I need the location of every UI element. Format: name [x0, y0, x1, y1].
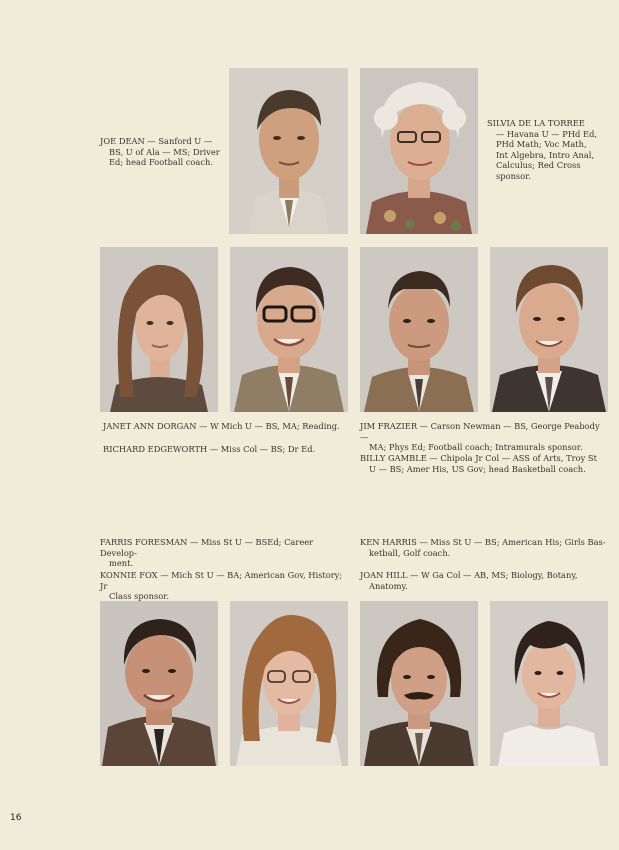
portrait-man-3 — [360, 247, 478, 412]
photo-janet — [100, 247, 218, 412]
portrait-man-6 — [360, 601, 478, 766]
caption-richard: RICHARD EDGEWORTH — Miss Col — BS; Dr Ed. — [103, 444, 316, 454]
photo-farris — [100, 601, 218, 766]
caption-billy: BILLY GAMBLE — Chipola Jr Col — ASS of Arts, Troy St U — BS; Amer His, US Gov; head Basketball coach. — [360, 453, 597, 474]
photo-joe-dean — [229, 68, 348, 234]
caption-joe-dean: JOE DEAN — Sanford U — BS, U of Ala — MS; Driver Ed; head Football coach. — [100, 136, 220, 168]
portrait-woman-3 — [230, 601, 348, 766]
photo-jim — [360, 247, 478, 412]
portrait-man-4 — [490, 247, 608, 412]
caption-silvia: SILVIA DE LA TORREE — Havana U — PHd Ed, PHd Math; Voc Math, Int Algebra, Intro Anal, Calculus; Red Cross sponsor. — [487, 118, 598, 181]
photo-konnie — [230, 601, 348, 766]
portrait-woman-4 — [490, 601, 608, 766]
caption-janet: JANET ANN DORGAN — W Mich U — BS, MA; Reading. — [103, 421, 340, 431]
portrait-man-2 — [230, 247, 348, 412]
photo-ken — [360, 601, 478, 766]
caption-joan: JOAN HILL — W Ga Col — AB, MS; Biology, Botany, Anatomy. — [360, 570, 578, 591]
portrait-man-1 — [229, 68, 348, 234]
photo-silvia — [360, 68, 478, 234]
page-number: 16 — [10, 813, 22, 823]
caption-jim: JIM FRAZIER — Carson Newman — BS, George Peabody — MA; Phys Ed; Football coach; Intramurals sponsor. — [360, 421, 600, 453]
photo-joan — [490, 601, 608, 766]
caption-ken: KEN HARRIS — Miss St U — BS; American His; Girls Bas- ketball, Golf coach. — [360, 537, 606, 558]
caption-konnie: KONNIE FOX — Mich St U — BA; American Gov, History; Jr Class sponsor. — [100, 570, 343, 602]
portrait-man-5 — [100, 601, 218, 766]
photo-richard — [230, 247, 348, 412]
portrait-woman-2 — [100, 247, 218, 412]
caption-farris: FARRIS FORESMAN — Miss St U — BSEd; Career Develop- ment. — [100, 537, 314, 569]
photo-billy — [490, 247, 608, 412]
portrait-woman-1 — [360, 68, 478, 234]
